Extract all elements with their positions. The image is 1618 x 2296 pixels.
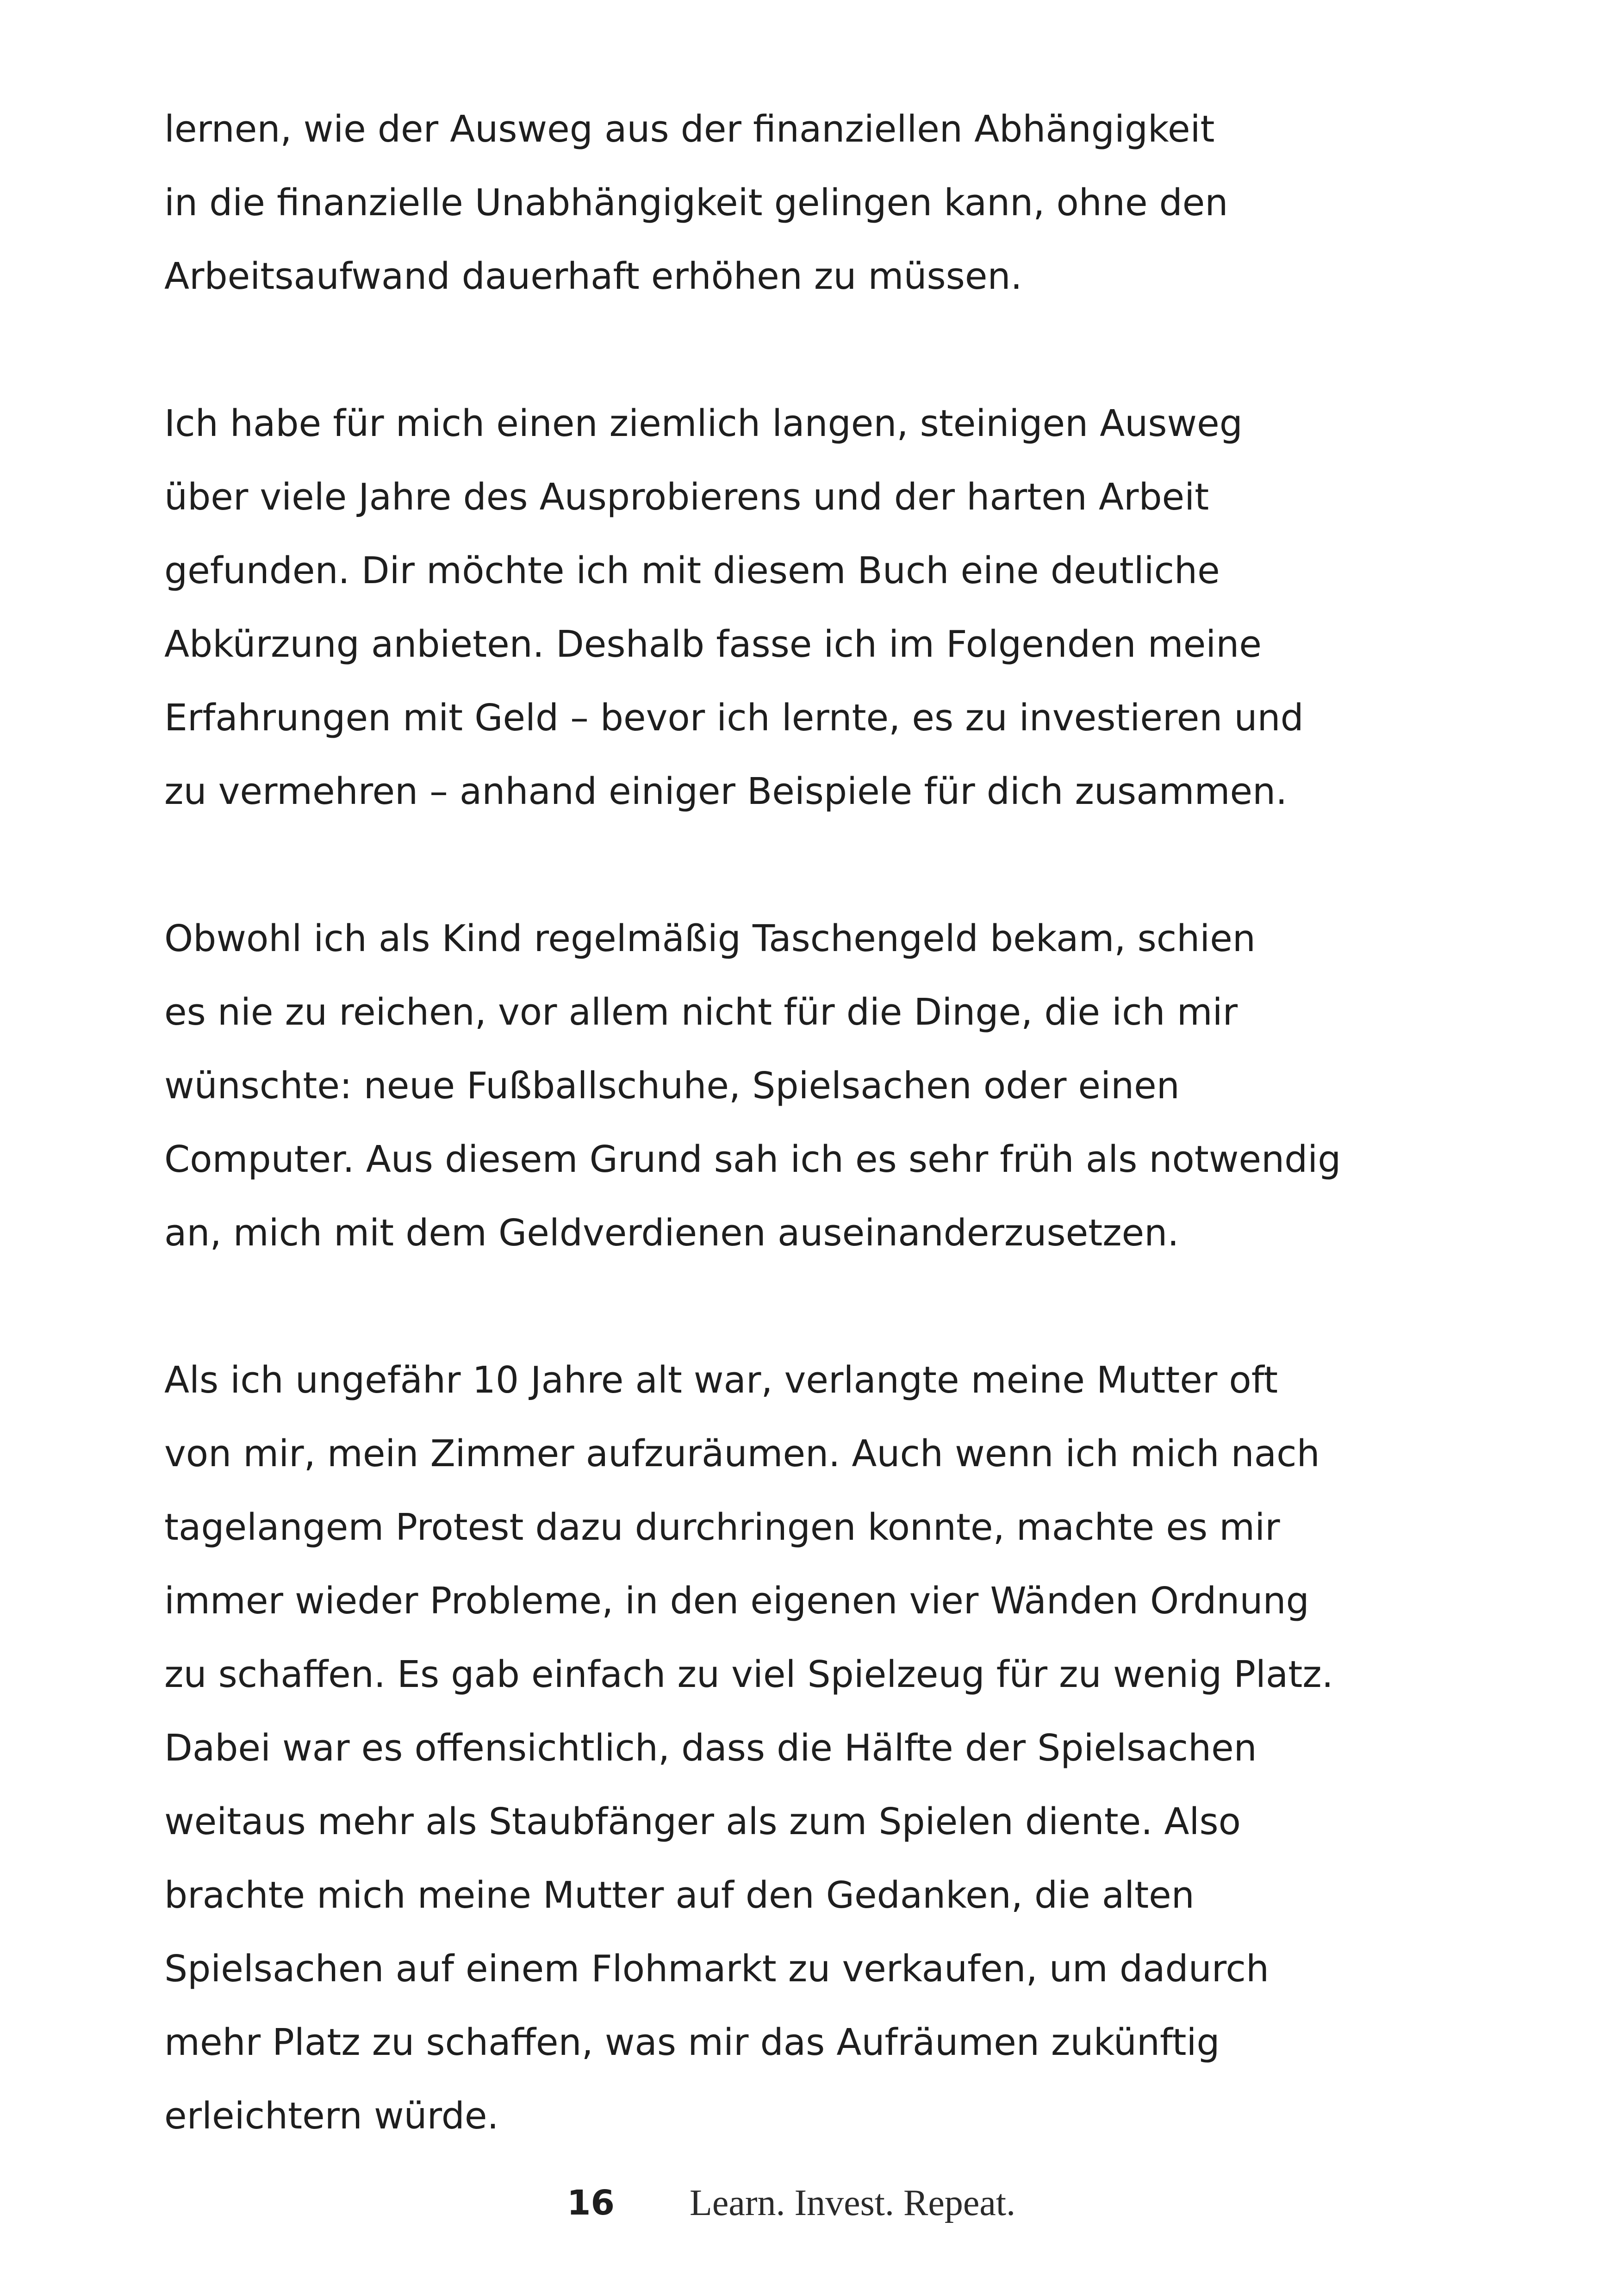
text-line: Computer. Aus diesem Grund sah ich es sehr früh als notwendig [164, 1138, 1341, 1181]
text-line: Dabei war es offensichtlich, dass die Hälfte der Spielsachen [164, 1727, 1257, 1769]
text-line: brachte mich meine Mutter auf den Gedanken, die alten [164, 1874, 1195, 1916]
paragraph [164, 902, 1460, 1270]
text-line: zu vermehren – anhand einiger Beispiele für dich zusammen. [164, 770, 1288, 813]
text-line: zu schaffen. Es gab einfach zu viel Spielzeug für zu wenig Platz. [164, 1653, 1333, 1696]
text-line: weitaus mehr als Staubfänger als zum Spielen diente. Also [164, 1800, 1241, 1843]
page-footer [0, 2175, 1618, 2231]
text-line: Obwohl ich als Kind regelmäßig Taschengeld bekam, schien [164, 917, 1256, 960]
text-line: in die finanzielle Unabhängigkeit gelingen kann, ohne den [164, 181, 1228, 224]
text-line: wünschte: neue Fußballschuhe, Spielsachen oder einen [164, 1064, 1180, 1107]
text-line: gefunden. Dir möchte ich mit diesem Buch eine deutliche [164, 549, 1220, 592]
running-title: Learn. Invest. Repeat. [690, 2183, 1016, 2223]
text-line: Spielsachen auf einem Flohmarkt zu verkaufen, um dadurch [164, 1948, 1270, 1990]
text-line: es nie zu reichen, vor allem nicht für die Dinge, die ich mir [164, 991, 1238, 1033]
paragraph [164, 1344, 1460, 2153]
text-line: Als ich ungefähr 10 Jahre alt war, verlangte meine Mutter oft [164, 1359, 1278, 1401]
text-line: über viele Jahre des Ausprobierens und der harten Arbeit [164, 476, 1209, 518]
text-line: von mir, mein Zimmer aufzuräumen. Auch wenn ich mich nach [164, 1432, 1320, 1475]
paragraph [164, 93, 1460, 313]
text-line: Abkürzung anbieten. Deshalb fasse ich im Folgenden meine [164, 623, 1262, 666]
text-line: mehr Platz zu schaffen, was mir das Aufräumen zukünftig [164, 2021, 1220, 2064]
text-line: an, mich mit dem Geldverdienen auseinanderzusetzen. [164, 1212, 1179, 1254]
paragraph [164, 387, 1460, 828]
text-line: Arbeitsaufwand dauerhaft erhöhen zu müssen. [164, 255, 1022, 298]
text-line: Ich habe für mich einen ziemlich langen, steinigen Ausweg [164, 402, 1243, 445]
text-line: erleichtern würde. [164, 2095, 499, 2137]
text-line: Erfahrungen mit Geld – bevor ich lernte, es zu investieren und [164, 697, 1304, 739]
text-line: lernen, wie der Ausweg aus der finanziellen Abhängigkeit [164, 108, 1215, 150]
text-line: tagelangem Protest dazu durchringen konnte, machte es mir [164, 1506, 1280, 1549]
page-number: 16 [567, 2183, 615, 2223]
text-line: immer wieder Probleme, in den eigenen vier Wänden Ordnung [164, 1580, 1309, 1622]
body-text [164, 93, 1460, 2153]
